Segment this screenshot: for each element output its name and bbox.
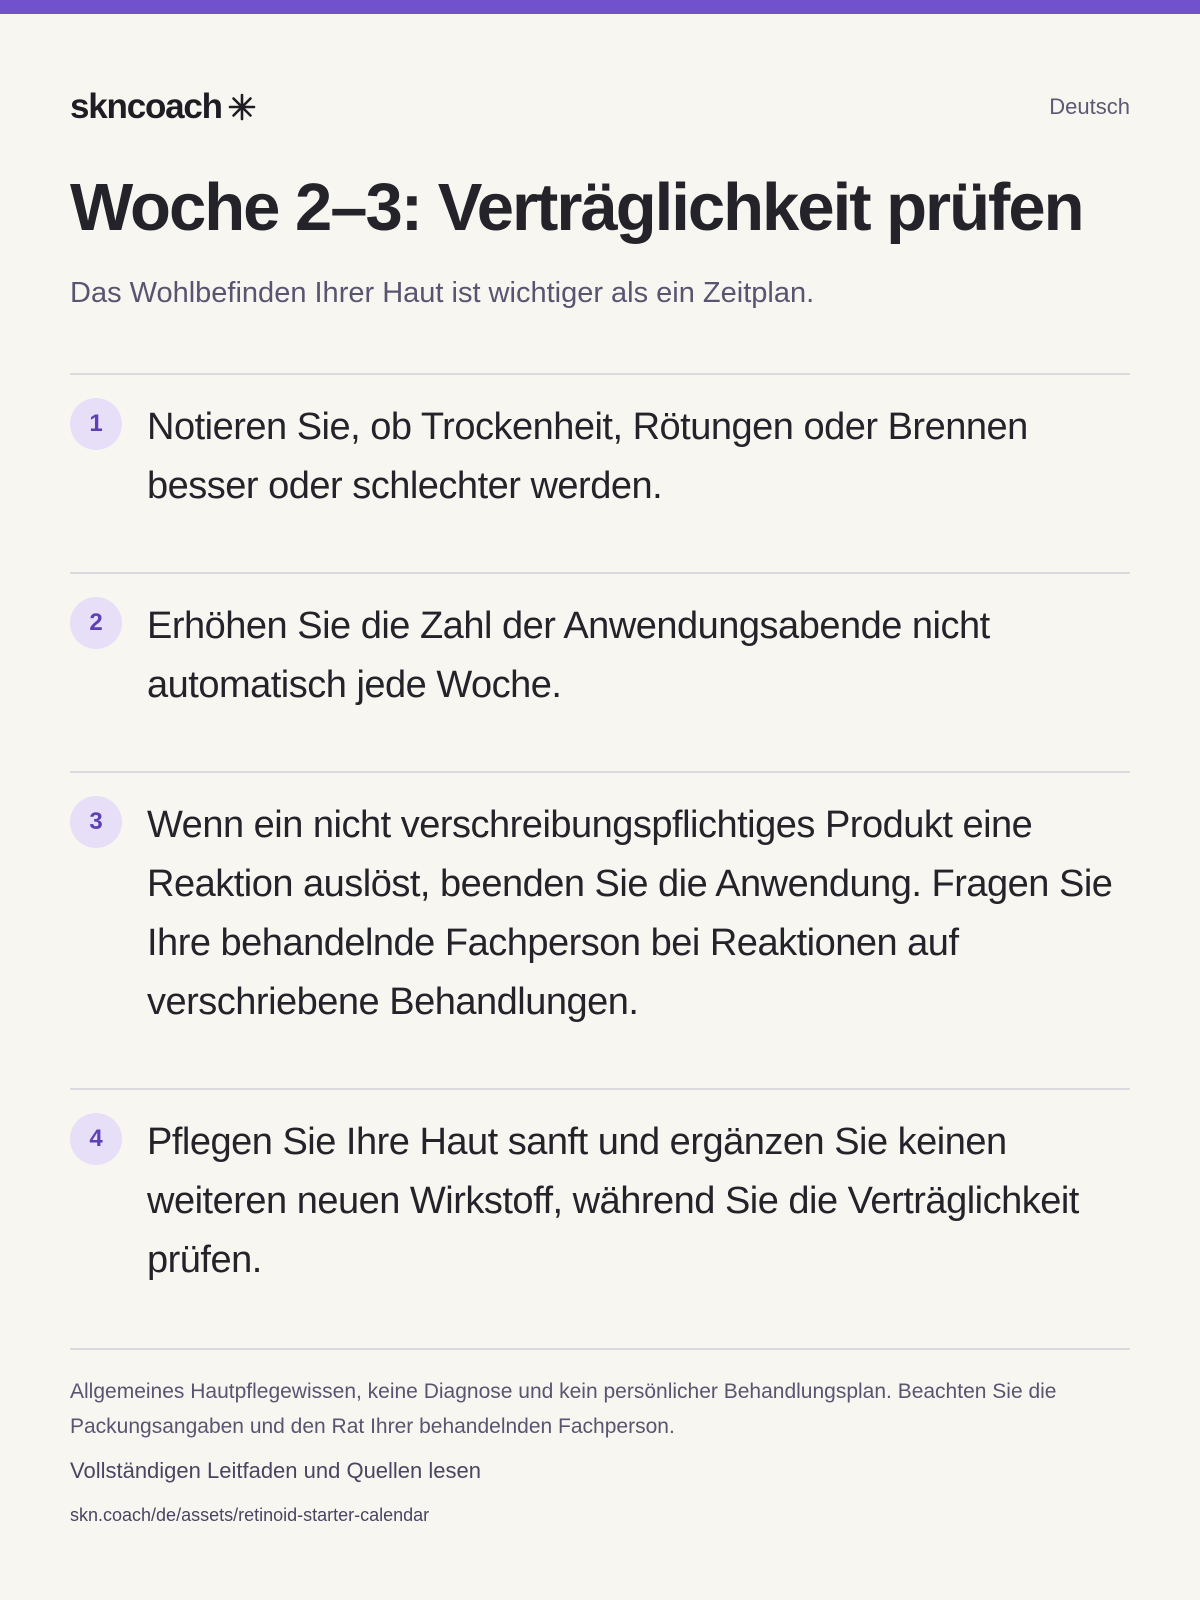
- full-guide-link[interactable]: Vollständigen Leitfaden und Quellen lesen: [70, 1458, 481, 1483]
- divider: [70, 771, 1130, 773]
- step-text: Notieren Sie, ob Trockenheit, Rötungen oder Brennen besser oder schlechter werden.: [147, 406, 1028, 507]
- brand-name: skncoach: [70, 87, 222, 126]
- asterisk-icon: [228, 93, 256, 121]
- divider: [70, 373, 1130, 375]
- step-text: Pflegen Sie Ihre Haut sanft und ergänzen Sie keinen weiteren neuen Wirkstoff, während Sie die Verträglichkeit prüfen.: [147, 1121, 1079, 1281]
- step-number-badge: 2: [70, 597, 122, 649]
- step-text: Erhöhen Sie die Zahl der Anwendungsabende nicht automatisch jede Woche.: [147, 605, 990, 706]
- step-number-badge: 3: [70, 796, 122, 848]
- source-url: skn.coach/de/assets/retinoid-starter-calendar: [70, 1505, 430, 1525]
- page-title: Woche 2–3: Verträglichkeit prüfen: [70, 170, 1083, 245]
- page-subtitle: Das Wohlbefinden Ihrer Haut ist wichtiger als ein Zeitplan.: [70, 277, 815, 309]
- page-container: [70, 0, 1130, 1600]
- header: [70, 84, 1130, 132]
- divider: [70, 1348, 1130, 1350]
- divider: [70, 1088, 1130, 1090]
- step-number-badge: 4: [70, 1113, 122, 1165]
- step-number-badge: 1: [70, 398, 122, 450]
- divider: [70, 572, 1130, 574]
- step-text: Wenn ein nicht verschreibungspflichtiges Produkt eine Reaktion auslöst, beenden Sie die Anwendung. Fragen Sie Ihre behandelnde Fachperson bei Reaktionen auf verschriebene Behandlungen.: [147, 804, 1113, 1023]
- disclaimer-text: Allgemeines Hautpflegewissen, keine Diagnose und kein persönlicher Behandlungsplan. Beachten Sie die Packungsangaben und den Rat Ihrer behandelnden Fachperson.: [70, 1380, 1057, 1438]
- language-switcher[interactable]: Deutsch: [1049, 94, 1130, 119]
- brand-logo[interactable]: [70, 84, 256, 130]
